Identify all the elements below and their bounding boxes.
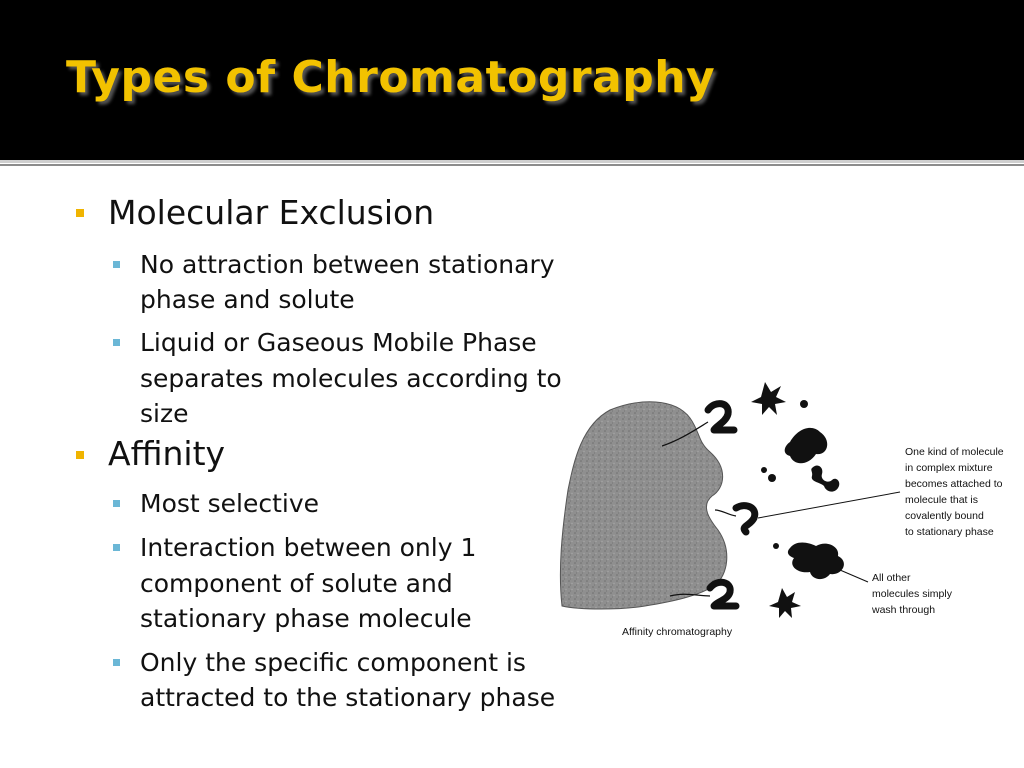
bullet-marker: [76, 451, 84, 459]
label-line: wash through: [872, 604, 936, 616]
molecule-dot: [773, 543, 779, 549]
label-line: to stationary phase: [905, 526, 994, 538]
molecule-star: [751, 382, 786, 415]
sub-bullet-marker: [113, 544, 120, 551]
sub-bullet-text: separates molecules according to: [140, 364, 562, 393]
figure-caption: Affinity chromatography: [622, 626, 733, 638]
molecule-dot: [800, 400, 808, 408]
label-line: All other: [872, 572, 911, 584]
bullet-molecular-exclusion: Molecular Exclusion: [108, 193, 435, 232]
sub-bullet-marker: [113, 500, 120, 507]
label-line: becomes attached to: [905, 478, 1003, 490]
sub-bullet-text: Liquid or Gaseous Mobile Phase: [140, 328, 537, 357]
molecule-dot: [761, 467, 767, 473]
sub-bullet-text: component of solute and: [140, 569, 453, 598]
slide-title: Types of Chromatography: [66, 52, 716, 103]
label-line: in complex mixture: [905, 462, 993, 474]
sub-bullet-text: No attraction between stationary: [140, 250, 555, 279]
bullet-marker: [76, 209, 84, 217]
ligand-top: [708, 404, 734, 430]
label-line: One kind of molecule: [905, 446, 1004, 458]
sub-bullet-text: Most selective: [140, 489, 320, 518]
sub-bullet-text: Interaction between only 1: [140, 533, 477, 562]
sub-bullet-marker: [113, 659, 120, 666]
sub-bullet-marker: [113, 261, 120, 268]
molecule-blob-1: [785, 428, 828, 463]
sub-bullet-marker: [113, 339, 120, 346]
molecule-squiggle: [811, 466, 839, 492]
molecule-star-2: [769, 588, 801, 618]
stationary-phase-blob: [560, 402, 726, 609]
bullet-affinity: Affinity: [108, 434, 226, 473]
sub-bullet-text: stationary phase molecule: [140, 604, 472, 633]
molecule-dot: [768, 474, 776, 482]
affinity-chromatography-figure: [550, 370, 1024, 650]
label-line: covalently bound: [905, 510, 984, 522]
ligand-middle: [736, 506, 755, 532]
label-line: molecules simply: [872, 588, 952, 600]
sub-bullet-text: phase and solute: [140, 285, 355, 314]
wash-through-label: [872, 570, 952, 618]
sub-bullet-text: Only the specific component is: [140, 648, 526, 677]
ligand-bottom: [710, 582, 736, 606]
sub-bullet-text: attracted to the stationary phase: [140, 683, 556, 712]
attached-molecule-label: [905, 444, 1004, 540]
label-line: molecule that is: [905, 494, 978, 506]
molecule-blob-2: [788, 543, 844, 580]
sub-bullet-text: size: [140, 399, 189, 428]
